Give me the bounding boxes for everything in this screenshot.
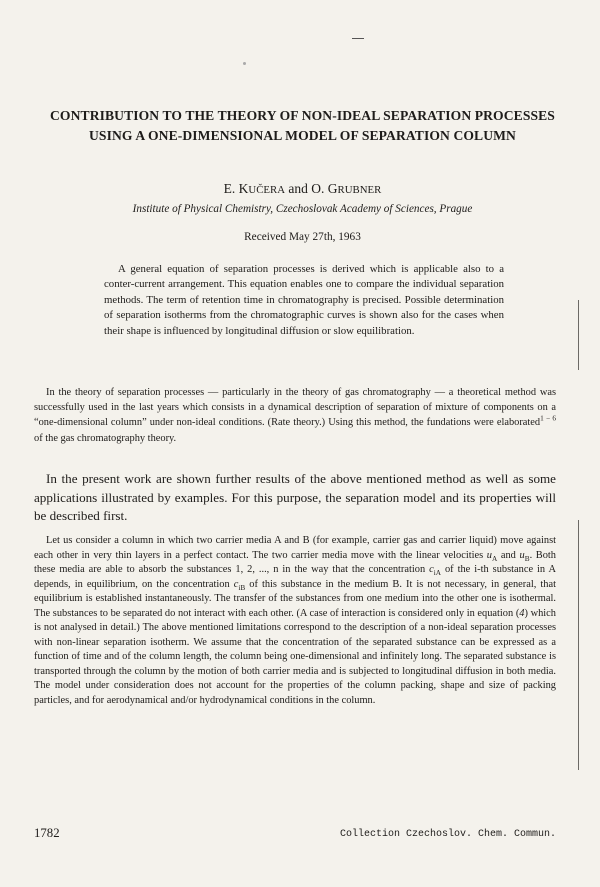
page-number: 1782 xyxy=(34,826,60,840)
scan-edge-line xyxy=(578,520,579,770)
author-1-initial: E. xyxy=(223,181,236,196)
author-2-surname: GRUBNER xyxy=(327,181,382,196)
author-2-initial: O. xyxy=(311,181,325,196)
received-date: Received May 27th, 1963 xyxy=(244,231,361,243)
body-paragraph-2: In the present work are shown further results of the above mentioned method as well as some applications illustrated by examples. For this purpose, the separation model and its properties will be described first. xyxy=(34,471,556,524)
scan-mark xyxy=(352,38,364,39)
paper-title: CONTRIBUTION TO THE THEORY OF NON-IDEAL SEPARATION PROCESSES USING A ONE-DIMENSIONAL MODEL OF SEPARATION COLUMN xyxy=(50,108,555,143)
reference-superscript: 1 − 6 xyxy=(540,414,557,423)
author-1-surname: KUČERA xyxy=(238,181,286,196)
scan-speck xyxy=(243,62,246,65)
journal-name: Collection Czechoslov. Chem. Commun. xyxy=(339,829,556,840)
body-paragraph-3: Let us consider a column in which two carrier media A and B (for example, carrier gas and carrier liquid) move against each other in very thin layers in a perfect contact. The two carrier media move with the linear velocities $u_A$ and $u_B$. Both these media are able to absorb the substances 1, 2, ..., n in the way that the concentration $c_{iA}$ of the i-th substance in A depends, in equilibrium, on the concentration $c_{iB}$ of this substance in the medium B. It is not necessary, in general, that equilibrium is established instantaneously. The transfer of the substances from one medium into the other one is isothermal. The substances to be separated do not interact with each other. (A case of interaction is considered only in equation (4) which is not analysed in detail.) The above mentioned limitations correspond to the description of a non-ideal separation processes with non-linear separation isotherm. We assume that the concentration of the separated substance can be expressed as a function of time and of the column length, the column being one-dimensional and infinitely long. The separated substance is transported through the column by the motion of both carrier media and is subjected to longitudinal diffusion in both media. The model under consideration does not account for the properties of the column packing, shape and size of packing particles, and for aerodynamical and/or hydrodynamical conditions in the column. xyxy=(34,535,556,707)
affiliation: Institute of Physical Chemistry, Czechoslovak Academy of Sciences, Prague xyxy=(132,203,473,215)
authors-conjunction: and xyxy=(288,181,308,196)
body-paragraph-1: In the theory of separation processes — particularly in the theory of gas chromatography — a theoretical method was successfully used in the last years which consists in a dynamical description of separation of mixture of components on a “one-dimensional column” under non-ideal conditions. (Rate theory.) Using this method, the fundations were elaborated$^{1 - 6}$ of the gas chromatography theory. xyxy=(34,387,557,444)
authors xyxy=(40,181,565,197)
abstract: A general equation of separation processes is derived which is applicable also to a conter-current arrangement. This equation enables one to compare the individual separation methods. The term of retention time in chromatography is precised. Possible determination of separation isotherms from the chromatographic curves is shown also for the cases when their shape is influenced by longitudinal diffusion or slow equilibration. xyxy=(104,263,504,337)
scan-edge-line xyxy=(578,300,579,370)
